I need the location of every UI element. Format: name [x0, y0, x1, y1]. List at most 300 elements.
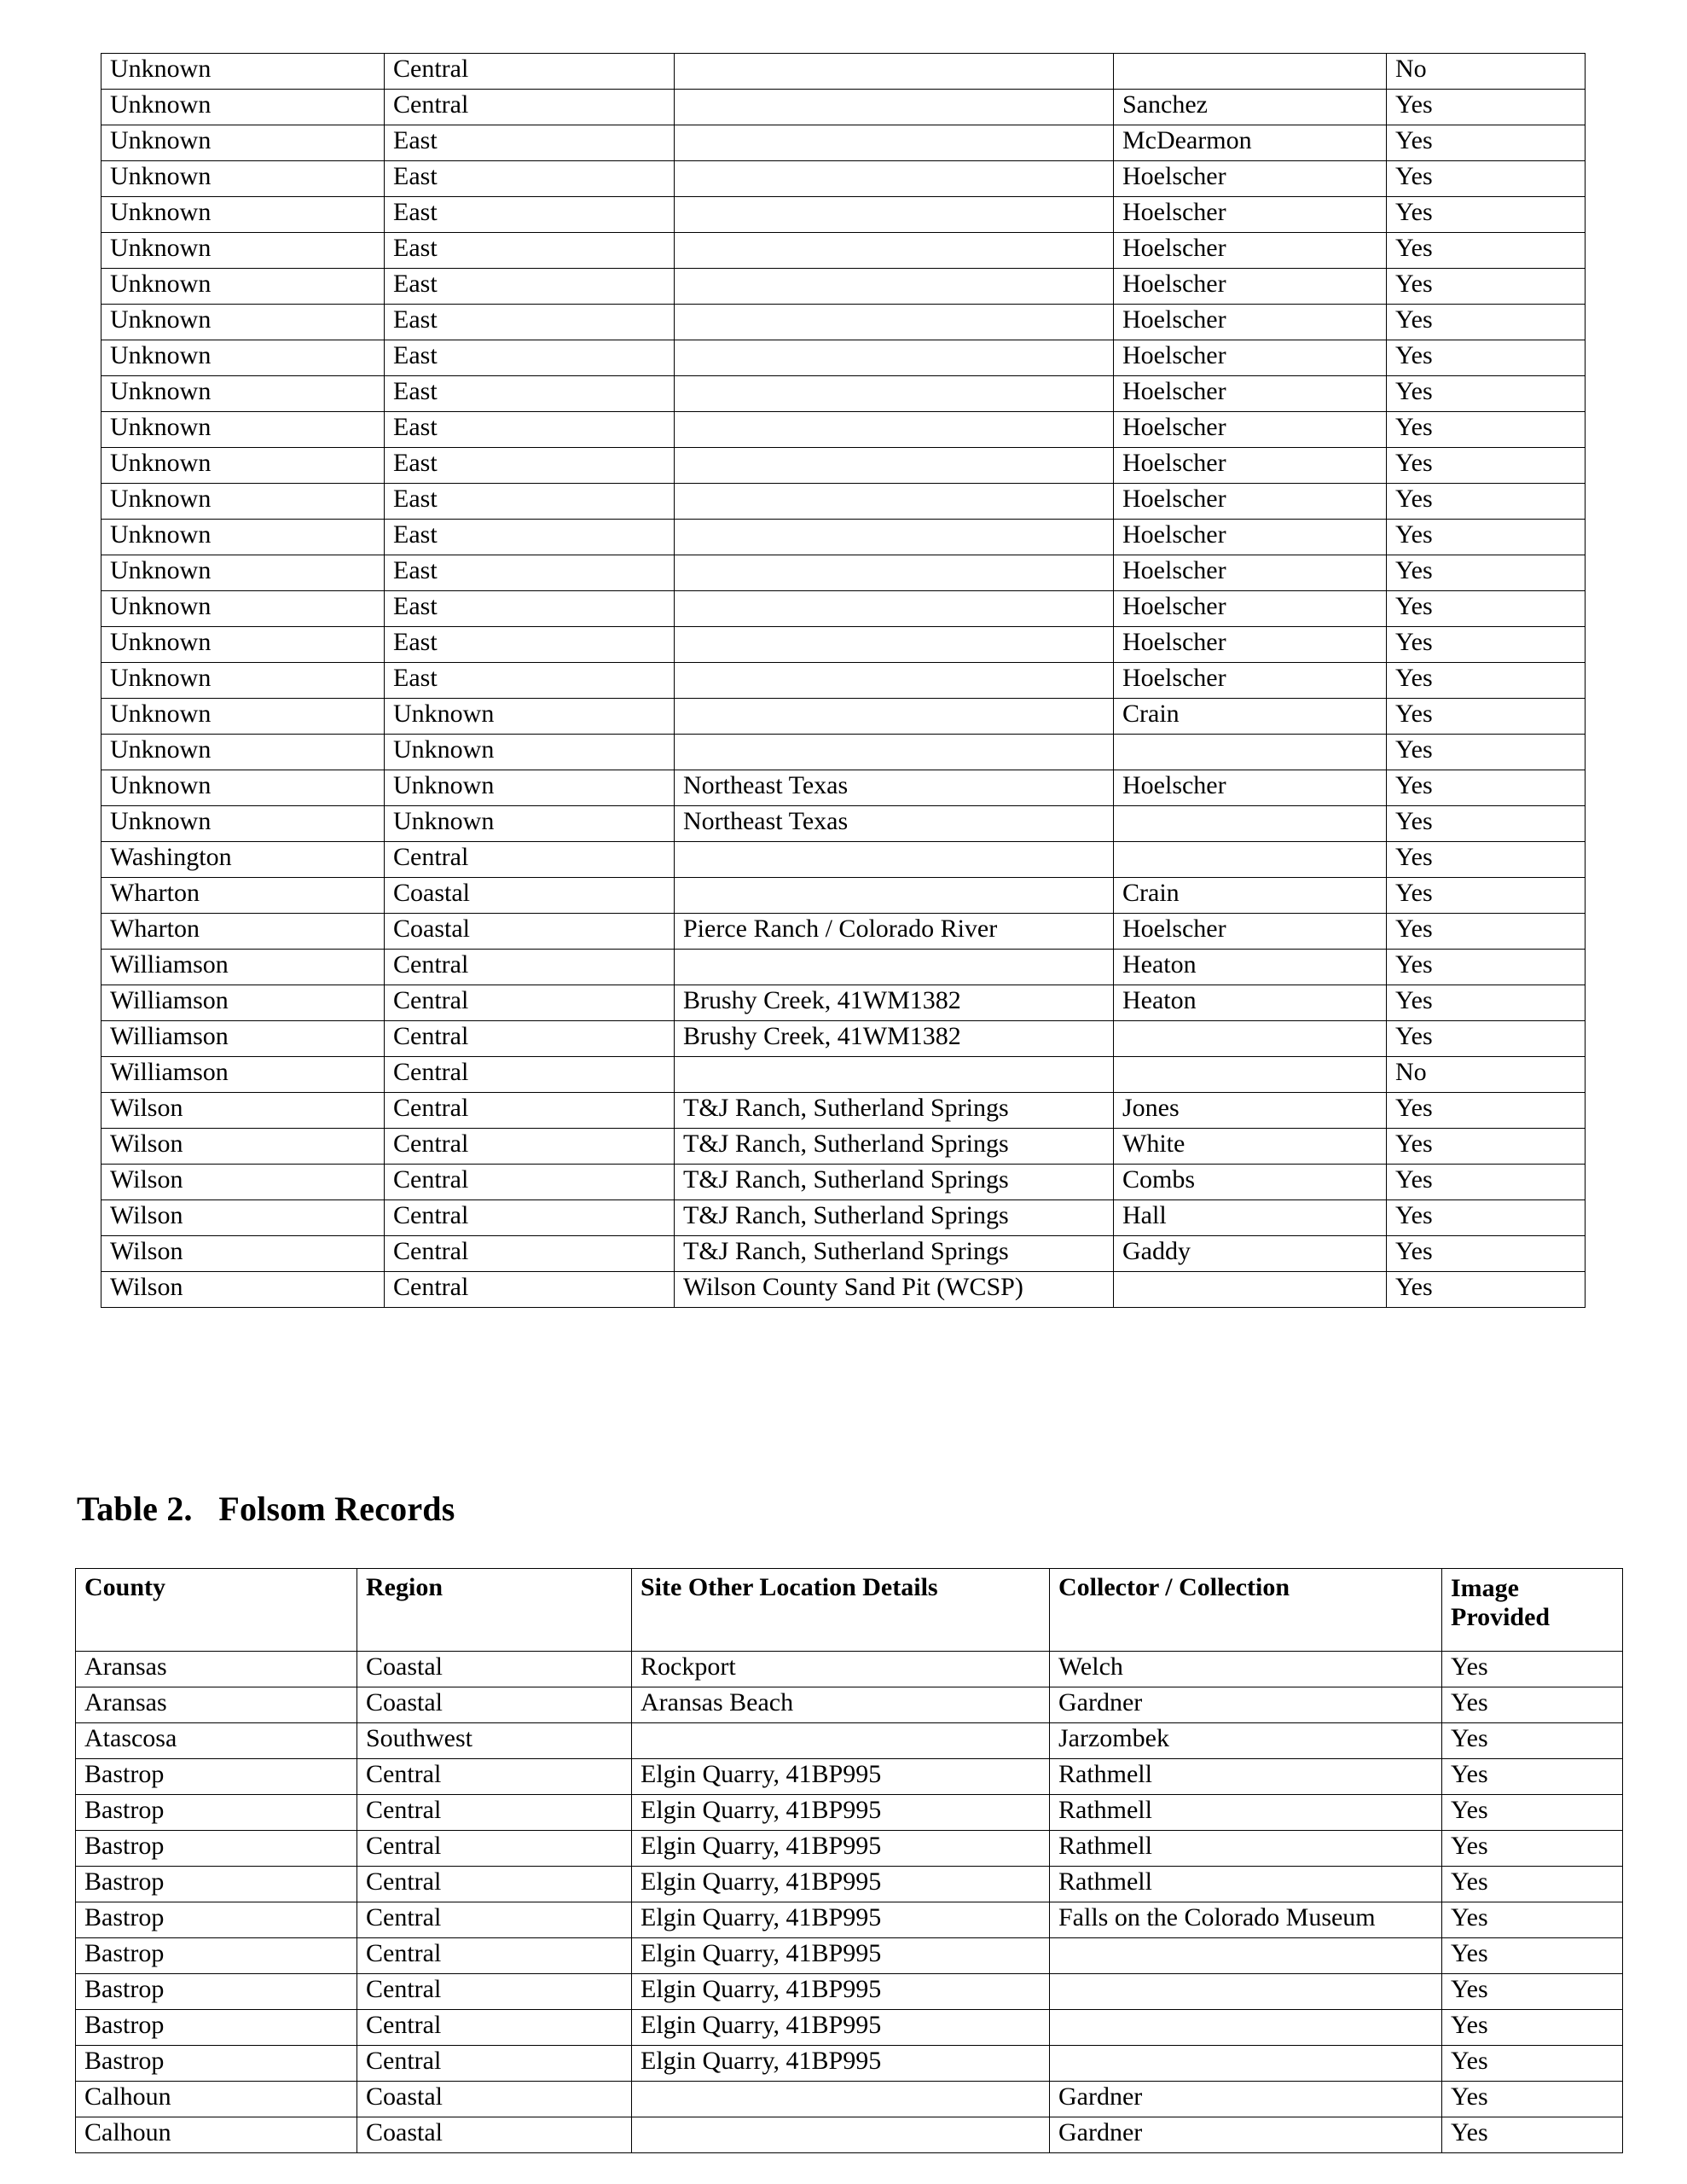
cell-site-other-location-details: [675, 878, 1114, 914]
cell-site-other-location-details: T&J Ranch, Sutherland Springs: [675, 1093, 1114, 1129]
cell-image-provided: Yes: [1387, 1200, 1586, 1236]
cell-region: Central: [357, 2046, 632, 2082]
table-row: [76, 1974, 1623, 2010]
cell-site-other-location-details: Brushy Creek, 41WM1382: [675, 1021, 1114, 1057]
cell-site-other-location-details: Elgin Quarry, 41BP995: [632, 1974, 1050, 2010]
cell-image-provided: Yes: [1442, 1938, 1623, 1974]
cell-region: East: [385, 125, 675, 161]
cell-site-other-location-details: [675, 591, 1114, 627]
cell-collector-collection: Hoelscher: [1114, 305, 1387, 340]
cell-region: East: [385, 305, 675, 340]
cell-county: Unknown: [101, 161, 385, 197]
table-2-caption: Table 2. Folsom Records: [77, 1490, 455, 1528]
cell-collector-collection: Rathmell: [1050, 1867, 1442, 1902]
cell-region: Central: [385, 1200, 675, 1236]
cell-region: Central: [385, 1272, 675, 1308]
cell-collector-collection: Heaton: [1114, 985, 1387, 1021]
cell-site-other-location-details: [675, 161, 1114, 197]
cell-image-provided: Yes: [1442, 1652, 1623, 1687]
cell-image-provided: Yes: [1442, 1831, 1623, 1867]
cell-collector-collection: Combs: [1114, 1165, 1387, 1200]
cell-site-other-location-details: [675, 54, 1114, 90]
cell-county: Unknown: [101, 233, 385, 269]
cell-county: Unknown: [101, 735, 385, 770]
cell-collector-collection: Crain: [1114, 878, 1387, 914]
cell-image-provided: Yes: [1387, 1021, 1586, 1057]
cell-county: Bastrop: [76, 1759, 357, 1795]
cell-collector-collection: Jarzombek: [1050, 1723, 1442, 1759]
cell-county: Unknown: [101, 627, 385, 663]
cell-county: Unknown: [101, 520, 385, 555]
cell-collector-collection: [1114, 1272, 1387, 1308]
table-row: [101, 1093, 1586, 1129]
cell-region: East: [385, 627, 675, 663]
cell-image-provided: Yes: [1442, 2046, 1623, 2082]
cell-collector-collection: [1050, 1974, 1442, 2010]
cell-site-other-location-details: [675, 735, 1114, 770]
cell-region: Unknown: [385, 699, 675, 735]
table-row: [101, 842, 1586, 878]
cell-site-other-location-details: [675, 305, 1114, 340]
cell-region: East: [385, 233, 675, 269]
column-header-collector-collection: Collector / Collection: [1050, 1569, 1442, 1652]
table-row: [76, 2082, 1623, 2117]
cell-image-provided: No: [1387, 54, 1586, 90]
cell-image-provided: Yes: [1387, 161, 1586, 197]
cell-region: Coastal: [357, 2117, 632, 2153]
cell-county: Unknown: [101, 770, 385, 806]
table-header-row: [76, 1569, 1623, 1652]
table-1-container: [101, 53, 1585, 1308]
cell-collector-collection: Hoelscher: [1114, 627, 1387, 663]
cell-county: Unknown: [101, 484, 385, 520]
cell-image-provided: Yes: [1387, 90, 1586, 125]
cell-collector-collection: Hoelscher: [1114, 161, 1387, 197]
table-row: [101, 735, 1586, 770]
table-row: [101, 161, 1586, 197]
cell-collector-collection: Hoelscher: [1114, 520, 1387, 555]
cell-image-provided: Yes: [1442, 1759, 1623, 1795]
cell-county: Unknown: [101, 90, 385, 125]
table-row: [101, 1057, 1586, 1093]
table-row: [76, 1652, 1623, 1687]
cell-site-other-location-details: Elgin Quarry, 41BP995: [632, 1795, 1050, 1831]
table-row: [101, 770, 1586, 806]
cell-site-other-location-details: Elgin Quarry, 41BP995: [632, 1867, 1050, 1902]
cell-image-provided: Yes: [1442, 2117, 1623, 2153]
cell-region: Central: [385, 950, 675, 985]
cell-site-other-location-details: T&J Ranch, Sutherland Springs: [675, 1236, 1114, 1272]
table-row: [76, 1938, 1623, 1974]
cell-site-other-location-details: [675, 340, 1114, 376]
cell-site-other-location-details: [675, 842, 1114, 878]
table-row: [101, 54, 1586, 90]
cell-site-other-location-details: Aransas Beach: [632, 1687, 1050, 1723]
cell-collector-collection: McDearmon: [1114, 125, 1387, 161]
cell-county: Wharton: [101, 878, 385, 914]
cell-site-other-location-details: [675, 90, 1114, 125]
cell-collector-collection: Hoelscher: [1114, 376, 1387, 412]
cell-region: Coastal: [357, 1652, 632, 1687]
cell-site-other-location-details: [675, 699, 1114, 735]
table-row: [101, 914, 1586, 950]
cell-collector-collection: Hoelscher: [1114, 197, 1387, 233]
cell-site-other-location-details: Elgin Quarry, 41BP995: [632, 1902, 1050, 1938]
cell-image-provided: Yes: [1387, 663, 1586, 699]
cell-site-other-location-details: T&J Ranch, Sutherland Springs: [675, 1165, 1114, 1200]
cell-collector-collection: [1114, 1021, 1387, 1057]
cell-county: Washington: [101, 842, 385, 878]
cell-site-other-location-details: [675, 1057, 1114, 1093]
cell-site-other-location-details: Elgin Quarry, 41BP995: [632, 1759, 1050, 1795]
table-row: [101, 1165, 1586, 1200]
cell-region: Coastal: [357, 1687, 632, 1723]
cell-site-other-location-details: Elgin Quarry, 41BP995: [632, 1938, 1050, 1974]
table-row: [76, 2010, 1623, 2046]
cell-region: Southwest: [357, 1723, 632, 1759]
cell-region: Central: [385, 1236, 675, 1272]
cell-collector-collection: Hoelscher: [1114, 340, 1387, 376]
cell-collector-collection: [1050, 2010, 1442, 2046]
cell-county: Unknown: [101, 591, 385, 627]
cell-image-provided: Yes: [1387, 555, 1586, 591]
cell-collector-collection: Gardner: [1050, 2082, 1442, 2117]
cell-image-provided: Yes: [1387, 233, 1586, 269]
cell-county: Unknown: [101, 448, 385, 484]
cell-county: Unknown: [101, 305, 385, 340]
table-row: [76, 1867, 1623, 1902]
cell-image-provided: Yes: [1442, 2082, 1623, 2117]
cell-image-provided: Yes: [1442, 1687, 1623, 1723]
cell-county: Wilson: [101, 1129, 385, 1165]
cell-region: Central: [385, 1057, 675, 1093]
cell-image-provided: Yes: [1387, 340, 1586, 376]
cell-image-provided: Yes: [1387, 125, 1586, 161]
cell-region: Central: [385, 90, 675, 125]
cell-site-other-location-details: [675, 627, 1114, 663]
cell-image-provided: Yes: [1442, 1974, 1623, 2010]
cell-county: Unknown: [101, 269, 385, 305]
cell-county: Unknown: [101, 699, 385, 735]
column-header-site-other-location-details: Site Other Location Details: [632, 1569, 1050, 1652]
cell-county: Wilson: [101, 1093, 385, 1129]
table-row: [101, 269, 1586, 305]
cell-collector-collection: Jones: [1114, 1093, 1387, 1129]
cell-site-other-location-details: [675, 663, 1114, 699]
table-row: [101, 1129, 1586, 1165]
cell-collector-collection: Gardner: [1050, 1687, 1442, 1723]
cell-site-other-location-details: [675, 520, 1114, 555]
cell-image-provided: Yes: [1442, 1867, 1623, 1902]
cell-region: Coastal: [357, 2082, 632, 2117]
cell-region: Central: [357, 1867, 632, 1902]
table-row: [101, 1272, 1586, 1308]
cell-site-other-location-details: Elgin Quarry, 41BP995: [632, 1831, 1050, 1867]
column-header-image-provided: [1442, 1569, 1623, 1652]
cell-image-provided: Yes: [1387, 914, 1586, 950]
cell-county: Wharton: [101, 914, 385, 950]
cell-collector-collection: Hoelscher: [1114, 914, 1387, 950]
cell-image-provided: Yes: [1387, 305, 1586, 340]
cell-county: Bastrop: [76, 1831, 357, 1867]
cell-site-other-location-details: [675, 950, 1114, 985]
cell-region: East: [385, 591, 675, 627]
cell-image-provided: Yes: [1387, 699, 1586, 735]
cell-county: Bastrop: [76, 1867, 357, 1902]
cell-county: Unknown: [101, 806, 385, 842]
table-row: [101, 412, 1586, 448]
table-row: [101, 950, 1586, 985]
cell-site-other-location-details: [632, 1723, 1050, 1759]
folsom-records-table: [75, 1568, 1623, 2153]
cell-site-other-location-details: Elgin Quarry, 41BP995: [632, 2010, 1050, 2046]
cell-image-provided: Yes: [1387, 1165, 1586, 1200]
cell-image-provided: Yes: [1442, 1795, 1623, 1831]
cell-region: East: [385, 376, 675, 412]
cell-county: Bastrop: [76, 2010, 357, 2046]
cell-region: Central: [357, 1974, 632, 2010]
image-provided-line-2: Provided: [1451, 1602, 1551, 1631]
cell-site-other-location-details: [675, 269, 1114, 305]
cell-image-provided: Yes: [1387, 806, 1586, 842]
table-row: [76, 1902, 1623, 1938]
cell-region: Central: [357, 1938, 632, 1974]
cell-collector-collection: Rathmell: [1050, 1831, 1442, 1867]
cell-region: Coastal: [385, 878, 675, 914]
cell-region: Central: [385, 1129, 675, 1165]
cell-region: East: [385, 663, 675, 699]
cell-county: Unknown: [101, 197, 385, 233]
cell-site-other-location-details: [675, 412, 1114, 448]
cell-site-other-location-details: [675, 376, 1114, 412]
cell-collector-collection: Hoelscher: [1114, 448, 1387, 484]
cell-collector-collection: [1050, 2046, 1442, 2082]
cell-county: Unknown: [101, 54, 385, 90]
cell-county: Unknown: [101, 125, 385, 161]
cell-county: Calhoun: [76, 2117, 357, 2153]
table-row: [101, 806, 1586, 842]
cell-county: Wilson: [101, 1236, 385, 1272]
cell-region: Central: [357, 2010, 632, 2046]
cell-county: Unknown: [101, 412, 385, 448]
table-2-header: [76, 1569, 1623, 1652]
cell-region: East: [385, 555, 675, 591]
clovis-records-table: [101, 53, 1586, 1308]
table-row: [76, 1723, 1623, 1759]
cell-region: Coastal: [385, 914, 675, 950]
table-2-container: [75, 1568, 1622, 2153]
cell-collector-collection: Rathmell: [1050, 1795, 1442, 1831]
cell-collector-collection: [1114, 842, 1387, 878]
cell-county: Williamson: [101, 1057, 385, 1093]
cell-region: Unknown: [385, 735, 675, 770]
cell-region: East: [385, 412, 675, 448]
cell-collector-collection: Gardner: [1050, 2117, 1442, 2153]
cell-collector-collection: Hoelscher: [1114, 269, 1387, 305]
cell-region: Unknown: [385, 770, 675, 806]
cell-region: Central: [385, 1165, 675, 1200]
cell-image-provided: Yes: [1387, 842, 1586, 878]
cell-collector-collection: [1114, 806, 1387, 842]
table-row: [76, 1687, 1623, 1723]
table-row: [101, 448, 1586, 484]
cell-county: Aransas: [76, 1652, 357, 1687]
table-row: [101, 376, 1586, 412]
table-row: [101, 1236, 1586, 1272]
cell-site-other-location-details: Northeast Texas: [675, 770, 1114, 806]
cell-collector-collection: Hoelscher: [1114, 591, 1387, 627]
cell-image-provided: Yes: [1442, 1902, 1623, 1938]
table-row: [101, 663, 1586, 699]
cell-collector-collection: White: [1114, 1129, 1387, 1165]
table-row: [101, 1200, 1586, 1236]
cell-region: Central: [385, 985, 675, 1021]
table-row: [101, 484, 1586, 520]
table-row: [76, 2117, 1623, 2153]
cell-site-other-location-details: T&J Ranch, Sutherland Springs: [675, 1200, 1114, 1236]
cell-site-other-location-details: Wilson County Sand Pit (WCSP): [675, 1272, 1114, 1308]
cell-county: Wilson: [101, 1272, 385, 1308]
table-row: [76, 1795, 1623, 1831]
cell-image-provided: Yes: [1387, 269, 1586, 305]
cell-image-provided: Yes: [1387, 950, 1586, 985]
table-row: [101, 340, 1586, 376]
table-row: [101, 985, 1586, 1021]
table-row: [101, 555, 1586, 591]
cell-region: East: [385, 484, 675, 520]
cell-county: Unknown: [101, 555, 385, 591]
cell-county: Unknown: [101, 340, 385, 376]
cell-image-provided: Yes: [1387, 448, 1586, 484]
cell-county: Wilson: [101, 1165, 385, 1200]
table-row: [101, 627, 1586, 663]
cell-region: East: [385, 269, 675, 305]
cell-image-provided: Yes: [1387, 376, 1586, 412]
cell-collector-collection: Hoelscher: [1114, 770, 1387, 806]
table-1-body: [101, 54, 1586, 1308]
cell-region: Central: [385, 842, 675, 878]
cell-site-other-location-details: Pierce Ranch / Colorado River: [675, 914, 1114, 950]
table-row: [101, 305, 1586, 340]
cell-image-provided: Yes: [1442, 2010, 1623, 2046]
table-row: [101, 591, 1586, 627]
cell-region: East: [385, 520, 675, 555]
table-row: [101, 125, 1586, 161]
column-header-region: Region: [357, 1569, 632, 1652]
cell-region: East: [385, 197, 675, 233]
cell-collector-collection: Sanchez: [1114, 90, 1387, 125]
cell-collector-collection: [1114, 1057, 1387, 1093]
cell-county: Unknown: [101, 663, 385, 699]
cell-image-provided: Yes: [1387, 1129, 1586, 1165]
cell-image-provided: No: [1387, 1057, 1586, 1093]
column-header-county: County: [76, 1569, 357, 1652]
cell-image-provided: Yes: [1387, 1272, 1586, 1308]
table-row: [76, 1759, 1623, 1795]
cell-collector-collection: Welch: [1050, 1652, 1442, 1687]
cell-county: Aransas: [76, 1687, 357, 1723]
cell-region: Central: [385, 54, 675, 90]
cell-county: Bastrop: [76, 2046, 357, 2082]
cell-county: Williamson: [101, 985, 385, 1021]
cell-site-other-location-details: Rockport: [632, 1652, 1050, 1687]
cell-site-other-location-details: Brushy Creek, 41WM1382: [675, 985, 1114, 1021]
cell-county: Calhoun: [76, 2082, 357, 2117]
cell-image-provided: Yes: [1387, 985, 1586, 1021]
cell-county: Bastrop: [76, 1902, 357, 1938]
table-row: [76, 2046, 1623, 2082]
cell-county: Williamson: [101, 950, 385, 985]
cell-collector-collection: Hoelscher: [1114, 412, 1387, 448]
cell-collector-collection: Hoelscher: [1114, 233, 1387, 269]
cell-site-other-location-details: [675, 555, 1114, 591]
table-row: [101, 197, 1586, 233]
cell-image-provided: Yes: [1387, 878, 1586, 914]
cell-county: Bastrop: [76, 1974, 357, 2010]
cell-region: Central: [357, 1759, 632, 1795]
cell-collector-collection: Heaton: [1114, 950, 1387, 985]
cell-image-provided: Yes: [1387, 520, 1586, 555]
cell-collector-collection: Falls on the Colorado Museum: [1050, 1902, 1442, 1938]
cell-region: Central: [385, 1021, 675, 1057]
cell-image-provided: Yes: [1442, 1723, 1623, 1759]
cell-county: Wilson: [101, 1200, 385, 1236]
cell-site-other-location-details: [675, 233, 1114, 269]
cell-region: Central: [385, 1093, 675, 1129]
cell-image-provided: Yes: [1387, 1093, 1586, 1129]
cell-site-other-location-details: [632, 2117, 1050, 2153]
cell-image-provided: Yes: [1387, 1236, 1586, 1272]
cell-image-provided: Yes: [1387, 197, 1586, 233]
cell-image-provided: Yes: [1387, 770, 1586, 806]
cell-region: Central: [357, 1831, 632, 1867]
cell-collector-collection: Hoelscher: [1114, 555, 1387, 591]
cell-image-provided: Yes: [1387, 484, 1586, 520]
cell-collector-collection: Hoelscher: [1114, 663, 1387, 699]
cell-collector-collection: Crain: [1114, 699, 1387, 735]
cell-image-provided: Yes: [1387, 412, 1586, 448]
cell-region: East: [385, 161, 675, 197]
cell-site-other-location-details: T&J Ranch, Sutherland Springs: [675, 1129, 1114, 1165]
cell-collector-collection: [1114, 54, 1387, 90]
cell-county: Atascosa: [76, 1723, 357, 1759]
table-row: [76, 1831, 1623, 1867]
cell-collector-collection: Hoelscher: [1114, 484, 1387, 520]
cell-county: Unknown: [101, 376, 385, 412]
cell-site-other-location-details: Elgin Quarry, 41BP995: [632, 2046, 1050, 2082]
cell-region: East: [385, 448, 675, 484]
cell-site-other-location-details: [675, 125, 1114, 161]
cell-collector-collection: Hall: [1114, 1200, 1387, 1236]
cell-collector-collection: Rathmell: [1050, 1759, 1442, 1795]
cell-county: Bastrop: [76, 1795, 357, 1831]
cell-site-other-location-details: Northeast Texas: [675, 806, 1114, 842]
cell-region: East: [385, 340, 675, 376]
table-row: [101, 233, 1586, 269]
table-row: [101, 699, 1586, 735]
cell-image-provided: Yes: [1387, 735, 1586, 770]
cell-site-other-location-details: [675, 197, 1114, 233]
cell-image-provided: Yes: [1387, 627, 1586, 663]
table-row: [101, 90, 1586, 125]
cell-collector-collection: Gaddy: [1114, 1236, 1387, 1272]
cell-county: Williamson: [101, 1021, 385, 1057]
cell-region: Central: [357, 1902, 632, 1938]
cell-site-other-location-details: [675, 484, 1114, 520]
cell-image-provided: Yes: [1387, 591, 1586, 627]
cell-site-other-location-details: [675, 448, 1114, 484]
cell-collector-collection: [1050, 1938, 1442, 1974]
